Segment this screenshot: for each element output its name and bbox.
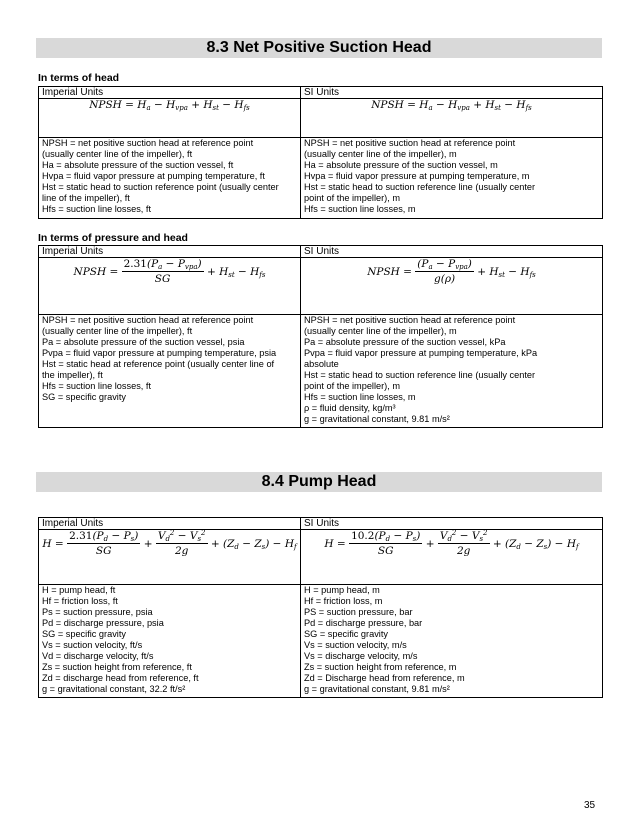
definition-line: Zd = Discharge head from reference, m — [304, 673, 465, 683]
npsh-pressure-imperial-definitions — [39, 315, 301, 428]
denominator: SG — [154, 273, 171, 285]
definition-line: Hfs = suction line losses, m — [304, 392, 416, 402]
definition-line: Hf = friction loss, m — [304, 596, 383, 606]
definition-line: Pa = absolute pressure of the suction vessel, kPa — [304, 337, 506, 347]
definition-line: Zd = discharge head from reference, ft — [42, 673, 199, 683]
definition-line: Vs = discharge velocity, m/s — [304, 651, 418, 661]
definition-line: Vs = suction velocity, ft/s — [42, 640, 143, 650]
npsh-pressure-table — [38, 245, 603, 428]
npsh-head-imperial-definitions — [39, 138, 301, 219]
definition-line: point of the impeller), m — [304, 193, 400, 203]
definition-line: (usually center line of the impeller), ft — [42, 149, 193, 159]
coefficient: 2.31 — [69, 530, 93, 542]
denominator: 2g — [456, 545, 471, 557]
npsh-head-si-equation: NPSH = $H_a - H_{vpa} + H_{st} - H_{fs}$ — [301, 99, 603, 138]
definition-line: SG = specific gravity — [42, 392, 126, 402]
definition-line: g = gravitational constant, 9.81 m/s² — [304, 684, 450, 694]
pump-head-si-definitions — [301, 585, 603, 698]
definition-line: H = pump head, m — [304, 585, 380, 595]
si-units-header: SI Units — [301, 87, 603, 99]
definition-line: Ps = suction pressure, psia — [42, 607, 153, 617]
pump-head-imperial-definitions — [39, 585, 301, 698]
definition-line: (usually center line of the impeller), m — [304, 149, 457, 159]
definition-line: Hvpa = fluid vapor pressure at pumping temperature, m — [304, 171, 530, 181]
definition-line: NPSH = net positive suction head at reference point — [304, 138, 516, 148]
definition-line: Zs = suction height from reference, m — [304, 662, 457, 672]
definition-line: Zs = suction height from reference, ft — [42, 662, 192, 672]
definition-line: Ha = absolute pressure of the suction vessel, m — [304, 160, 498, 170]
pump-head-imperial-equation: H = $\frac{2.31(P_d - P_s)}{SG}$ + $\frac{V_d^2 - V_s^2}{2g}$ + $(Z_d - Z_s) - H_f$ — [39, 530, 301, 585]
definition-line: Pa = absolute pressure of the suction vessel, psia — [42, 337, 245, 347]
definition-line: SG = specific gravity — [304, 629, 388, 639]
definition-line: g = gravitational constant, 9.81 m/s² — [304, 414, 450, 424]
denominator: SG — [95, 545, 112, 557]
imperial-units-header: Imperial Units — [39, 518, 301, 530]
definition-line: Hst = static head at reference point (usually center line of — [42, 359, 275, 369]
npsh-head-imperial-equation: NPSH = $H_a - H_{vpa} + H_{st} - H_{fs}$ — [39, 99, 301, 138]
section-title-npsh: 8.3 Net Positive Suction Head — [36, 38, 602, 58]
definition-line: (usually center line of the impeller), m — [304, 326, 457, 336]
coefficient: 2.31 — [123, 258, 147, 270]
definition-line: Hst = static head to suction reference point (usually center — [42, 182, 279, 192]
imperial-units-header: Imperial Units — [39, 87, 301, 99]
definition-line: Hfs = suction line losses, m — [304, 204, 416, 214]
npsh-pressure-si-definitions — [301, 315, 603, 428]
npsh-head-si-definitions — [301, 138, 603, 219]
si-units-header: SI Units — [301, 518, 603, 530]
definition-line: Hf = friction loss, ft — [42, 596, 118, 606]
definition-line: NPSH = net positive suction head at reference point — [42, 138, 254, 148]
definition-line: SG = specific gravity — [42, 629, 126, 639]
definition-line: Hfs = suction line losses, ft — [42, 381, 152, 391]
npsh-pressure-imperial-equation: NPSH = $\frac{2.31(P_a - P_{vpa})}{SG}$ + $H_{st} - H_{fs}$ — [39, 258, 301, 315]
definition-line: Pvpa = fluid vapor pressure at pumping temperature, psia — [42, 348, 277, 358]
definition-line: Hst = static head to suction reference line (usually center — [304, 370, 536, 380]
definition-line: (usually center line of the impeller), ft — [42, 326, 193, 336]
heading-in-terms-of-head: In terms of head — [38, 72, 120, 84]
definition-line: PS = suction pressure, bar — [304, 607, 413, 617]
definition-line: Hvpa = fluid vapor pressure at pumping temperature, ft — [42, 171, 265, 181]
definition-line: g = gravitational constant, 32.2 ft/s² — [42, 684, 186, 694]
definition-line: H = pump head, ft — [42, 585, 116, 595]
definition-line: Hfs = suction line losses, ft — [42, 204, 152, 214]
definition-line: Pvpa = fluid vapor pressure at pumping temperature, kPa — [304, 348, 538, 358]
npsh-pressure-si-equation: NPSH = $\frac{(P_a - P_{vpa})}{g(\rho)}$ + $H_{st} - H_{fs}$ — [301, 258, 603, 315]
denominator: SG — [377, 545, 394, 557]
imperial-units-header: Imperial Units — [39, 246, 301, 258]
definition-line: line of the impeller), ft — [42, 193, 130, 203]
definition-line: Vs = suction velocity, m/s — [304, 640, 407, 650]
npsh-head-table — [38, 86, 603, 219]
definition-line: the impeller), ft — [42, 370, 103, 380]
denominator: 2g — [174, 545, 189, 557]
definition-line: Hst = static head to suction reference line (usually center — [304, 182, 536, 192]
si-units-header: SI Units — [301, 246, 603, 258]
pump-head-table — [38, 517, 603, 698]
section-title-pump-head: 8.4 Pump Head — [36, 472, 602, 492]
coefficient: 10.2 — [351, 530, 375, 542]
definition-line: Vd = discharge velocity, ft/s — [42, 651, 154, 661]
definition-line: Ha = absolute pressure of the suction vessel, ft — [42, 160, 234, 170]
definition-line: NPSH = net positive suction head at reference point — [304, 315, 516, 325]
page-number: 35 — [584, 800, 596, 811]
definition-line: Pd = discharge pressure, bar — [304, 618, 423, 628]
definition-line: ρ = fluid density, kg/m³ — [304, 403, 396, 413]
heading-in-terms-of-pressure: In terms of pressure and head — [38, 232, 188, 244]
definition-line: absolute — [304, 359, 339, 369]
denominator: g(ρ) — [434, 273, 456, 285]
definition-line: NPSH = net positive suction head at reference point — [42, 315, 254, 325]
definition-line: Pd = discharge pressure, psia — [42, 618, 164, 628]
definition-line: point of the impeller), m — [304, 381, 400, 391]
pump-head-si-equation: H = $\frac{10.2(P_d - P_s)}{SG}$ + $\frac{V_d^2 - V_s^2}{2g}$ + $(Z_d - Z_s) - H_f$ — [301, 530, 603, 585]
